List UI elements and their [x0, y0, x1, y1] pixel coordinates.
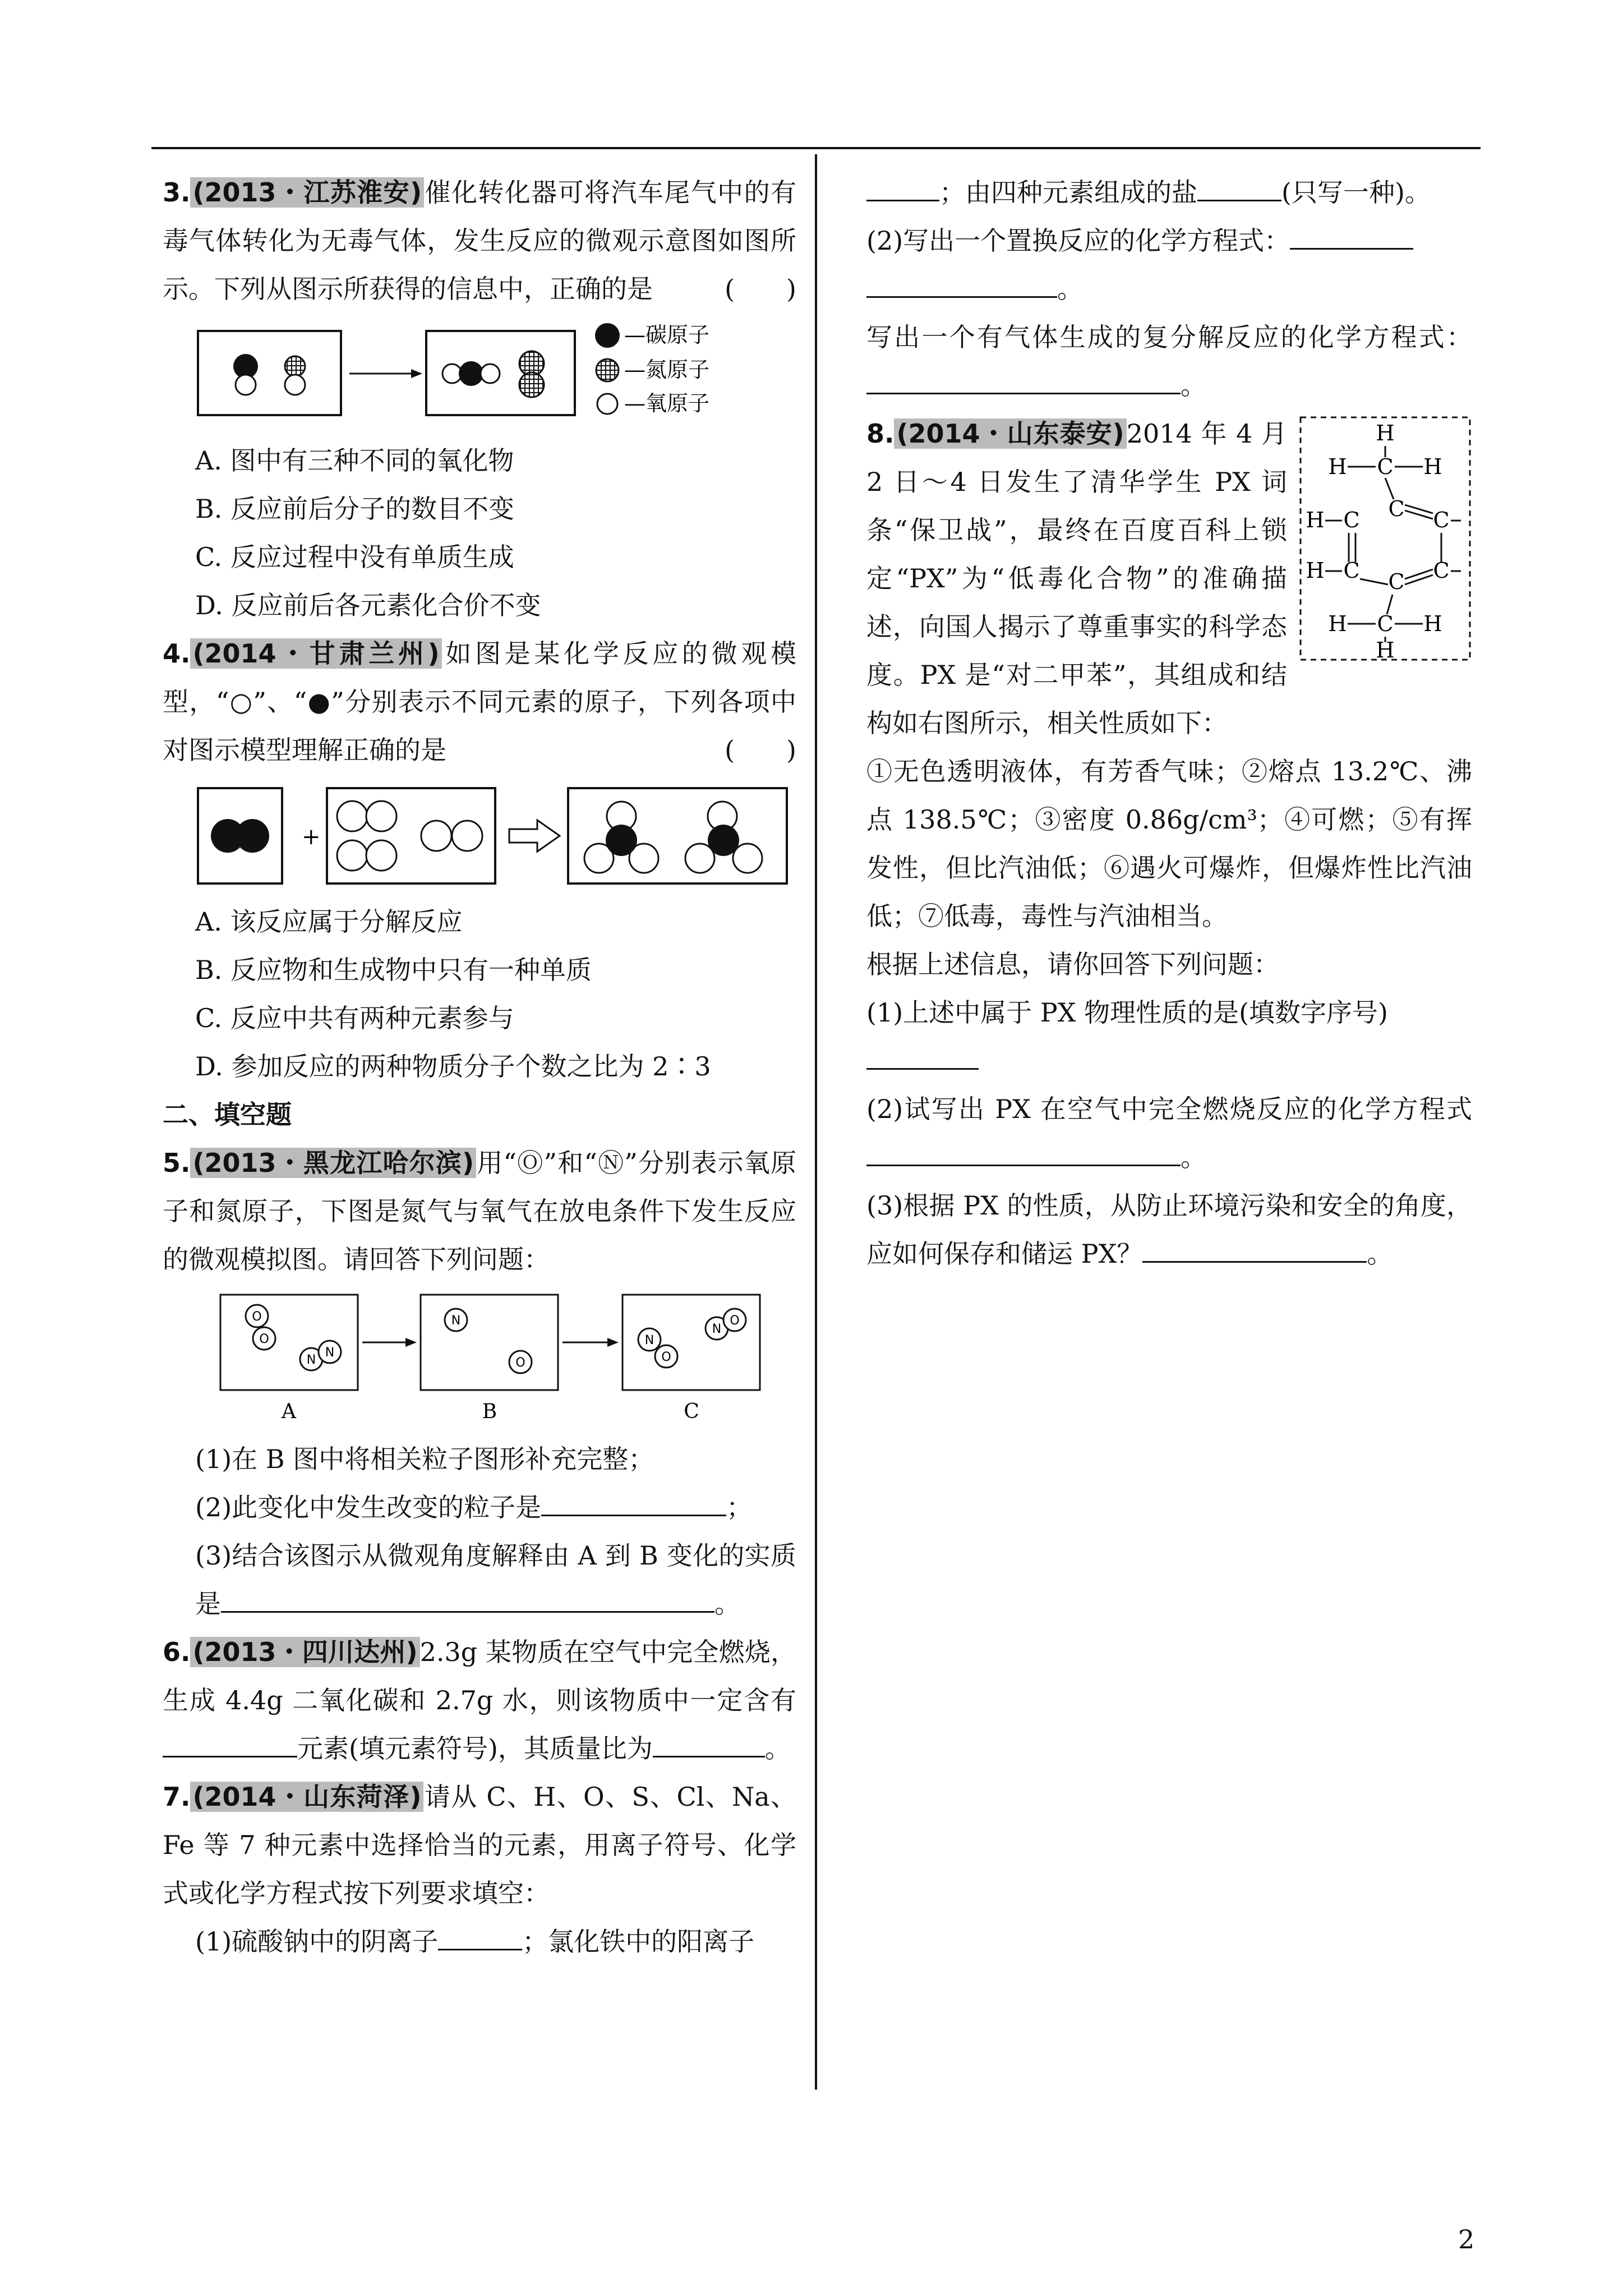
svg-text:O: O	[661, 1350, 671, 1364]
q8-intro: 根据上述信息，请你回答下列问题：	[866, 949, 1279, 979]
svg-text:C: C	[1343, 558, 1360, 583]
answer-blank[interactable]	[653, 1733, 765, 1757]
question-7: 7.(2014・山东菏泽)请从 C、H、O、S、Cl、Na、Fe 等 7 种元素中选择恰当的元素，用离子符号、化学式或化学方程式按下列要求填空：	[163, 1782, 797, 1908]
question-3: 3.(2013・江苏淮安)催化转化器可将汽车尾气中的有毒气体转化为无毒气体，发生反应的微观示意图如图所示。下列从图示所获得的信息中，正确的是 ( )	[163, 177, 796, 304]
q3-option-c[interactable]: C. 反应过程中没有单质生成	[195, 542, 514, 572]
px-structure-diagram	[1298, 415, 1472, 662]
svg-text:C: C	[1388, 496, 1405, 521]
answer-blank[interactable]	[1290, 226, 1413, 250]
svg-text:O: O	[259, 1332, 269, 1346]
q5-sub-3: (3)结合该图示从微观角度解释由 A 到 B 变化的实质是 。	[195, 1540, 796, 1619]
q5-sub-1: (1)在 B 图中将相关粒子图形补充完整；	[195, 1444, 654, 1474]
box-label-c: C	[684, 1400, 699, 1423]
q3-option-d[interactable]: D. 反应前后各元素化合价不变	[195, 590, 541, 620]
svg-text:C: C	[1343, 508, 1360, 532]
source-tag: (2013・黑龙江哈尔滨)	[190, 1148, 476, 1178]
source-tag: (2013・江苏淮安)	[190, 177, 424, 208]
right-column	[866, 168, 1472, 1278]
section-heading: 二、填空题	[163, 1099, 292, 1130]
source-tag: (2014・甘肃兰州)	[190, 638, 441, 669]
q7-sub-1-cont: ；由四种元素组成的盐 (只写一种)。	[866, 168, 1472, 217]
q8-properties: ①无色透明液体，有芳香气味；②熔点 13.2℃、沸点 138.5℃；③密度 0.86g/cm³；④可燃；⑤有挥发性，但比汽油低；⑥遇火可爆炸，但爆炸性比汽油低；⑦低毒，毒性与汽油相当。	[866, 756, 1472, 931]
svg-text:N: N	[712, 1322, 722, 1336]
q4-model-diagram	[195, 780, 790, 892]
question-4: 4.(2014・甘肃兰州)如图是某化学反应的微观模型，“○”、“●”分别表示不同元素的原子，下列各项中对图示模型理解正确的是 ( )	[163, 638, 797, 765]
answer-blank[interactable]	[866, 1142, 1181, 1166]
svg-text:N: N	[644, 1333, 654, 1347]
legend-nitrogen: —氮原子	[624, 357, 710, 382]
legend-carbon: —碳原子	[624, 323, 710, 347]
q3-option-a[interactable]: A. 图中有三种不同的氧化物	[195, 445, 514, 476]
source-tag: (2014・山东菏泽)	[190, 1782, 423, 1812]
q7-sub-1-left: (1)硫酸钠中的阴离子 ；氯化铁中的阳离子	[195, 1926, 755, 1957]
page-number: 2	[1458, 2224, 1475, 2254]
source-tag: (2014・山东泰安)	[894, 418, 1126, 449]
answer-blank[interactable]	[866, 274, 1057, 298]
svg-text:O: O	[252, 1310, 262, 1324]
svg-text:H: H	[1423, 611, 1442, 636]
svg-text:O: O	[730, 1314, 740, 1328]
answer-blank[interactable]	[1142, 1239, 1367, 1263]
q7-sub-3: 写出一个有气体生成的复分解反应的化学方程式：。	[866, 322, 1472, 401]
answer-blank[interactable]	[541, 1492, 726, 1516]
svg-text:C: C	[1388, 569, 1405, 594]
answer-blank[interactable]	[866, 370, 1181, 394]
q8-sub-1: (1)上述中属于 PX 物理性质的是(填数字序号)	[866, 988, 1472, 1085]
q8-sub-2: (2)试写出 PX 在空气中完全燃烧反应的化学方程式。	[866, 1094, 1472, 1172]
svg-text:C: C	[1433, 508, 1450, 532]
q8-sub-3: (3)根据 PX 的性质，从防止环境污染和安全的角度，应如何保存和储运 PX？ 。	[866, 1190, 1472, 1269]
answer-blank[interactable]	[866, 1046, 979, 1070]
q5-reaction-diagram	[195, 1289, 790, 1429]
source-tag: (2013・四川达州)	[190, 1637, 419, 1667]
top-rule	[151, 147, 1481, 149]
svg-text:H: H	[1306, 508, 1325, 532]
q4-option-a[interactable]: A. 该反应属于分解反应	[195, 907, 463, 937]
svg-text:H: H	[1376, 638, 1395, 662]
svg-text:C: C	[1377, 454, 1394, 479]
answer-blank[interactable]	[1197, 177, 1281, 201]
svg-text:C: C	[1377, 611, 1394, 636]
question-5: 5.(2013・黑龙江哈尔滨)用“Ⓞ”和“Ⓝ”分别表示氧原子和氮原子，下图是氮气与氧气在放电条件下发生反应的微观模拟图。请回答下列问题：	[163, 1148, 796, 1274]
svg-text:O: O	[515, 1356, 525, 1370]
column-divider	[815, 154, 817, 2090]
svg-text:H: H	[1328, 454, 1347, 479]
svg-text:H: H	[1376, 421, 1395, 445]
answer-blank[interactable]	[163, 1733, 297, 1757]
svg-text:N: N	[306, 1353, 316, 1367]
plus-sign: +	[302, 824, 321, 850]
q3-option-b[interactable]: B. 反应前后分子的数目不变	[195, 494, 515, 524]
q4-option-c[interactable]: C. 反应中共有两种元素参与	[195, 1003, 514, 1033]
answer-blank[interactable]	[438, 1926, 522, 1950]
box-label-b: B	[482, 1400, 497, 1423]
svg-text:C: C	[1433, 558, 1450, 583]
q7-sub-2: (2)写出一个置换反应的化学方程式： 。	[866, 217, 1472, 313]
svg-text:H: H	[1306, 558, 1325, 583]
q4-option-d[interactable]: D. 参加反应的两种物质分子个数之比为 2∶3	[195, 1051, 711, 1082]
q3-reaction-diagram	[195, 319, 784, 431]
answer-blank[interactable]	[221, 1589, 714, 1613]
box-label-a: A	[282, 1400, 296, 1423]
question-8: H H C H H C C C H C C C H C H H 8.(2014・山东泰安)2014 年 4 月 2 日～4 日发生了清华学生 PX 词条“保卫战”，最终在百度百科上锁定“PX”为“低毒化合物”的准确描述，向国人揭示了尊重事实的科学态度。PX 是“对二甲苯”，其组成和结构如右图所示，相关性质如下： ①无色透明液体，有芳香气味；②熔点 13.2℃、沸点 138.5℃；③密度 0.86g/cm³；④可燃；⑤有挥发性，但比汽油低；⑥遇火可爆炸，但爆炸性比汽油低；⑦低毒，毒性与汽油相当。 根据上述信息，请你回答下列问题： (1)上述中属于 PX 物理性质的是(填数字序号) (2)试写出 PX 在空气中完全燃烧反应的化学方程式。 (3)根据 PX 的性质，从防止环境污染和安全的角度，应如何保存和储运 PX？ 。	[866, 409, 1472, 1278]
left-column	[163, 168, 796, 1966]
q4-option-b[interactable]: B. 反应物和生成物中只有一种单质	[195, 955, 592, 985]
q5-sub-2: (2)此变化中发生改变的粒子是 ；	[195, 1492, 753, 1522]
svg-text:N: N	[451, 1314, 461, 1328]
question-6: 6.(2013・四川达州)2.3g 某物质在空气中完全燃烧，生成 4.4g 二氧化碳和 2.7g 水，则该物质中一定含有元素(填元素符号)，其质量比为 。	[163, 1637, 796, 1764]
svg-text:N: N	[325, 1346, 335, 1360]
svg-text:H: H	[1328, 611, 1347, 636]
answer-blank[interactable]	[866, 177, 939, 201]
legend-oxygen: —氧原子	[624, 391, 710, 416]
svg-text:H: H	[1423, 454, 1442, 479]
